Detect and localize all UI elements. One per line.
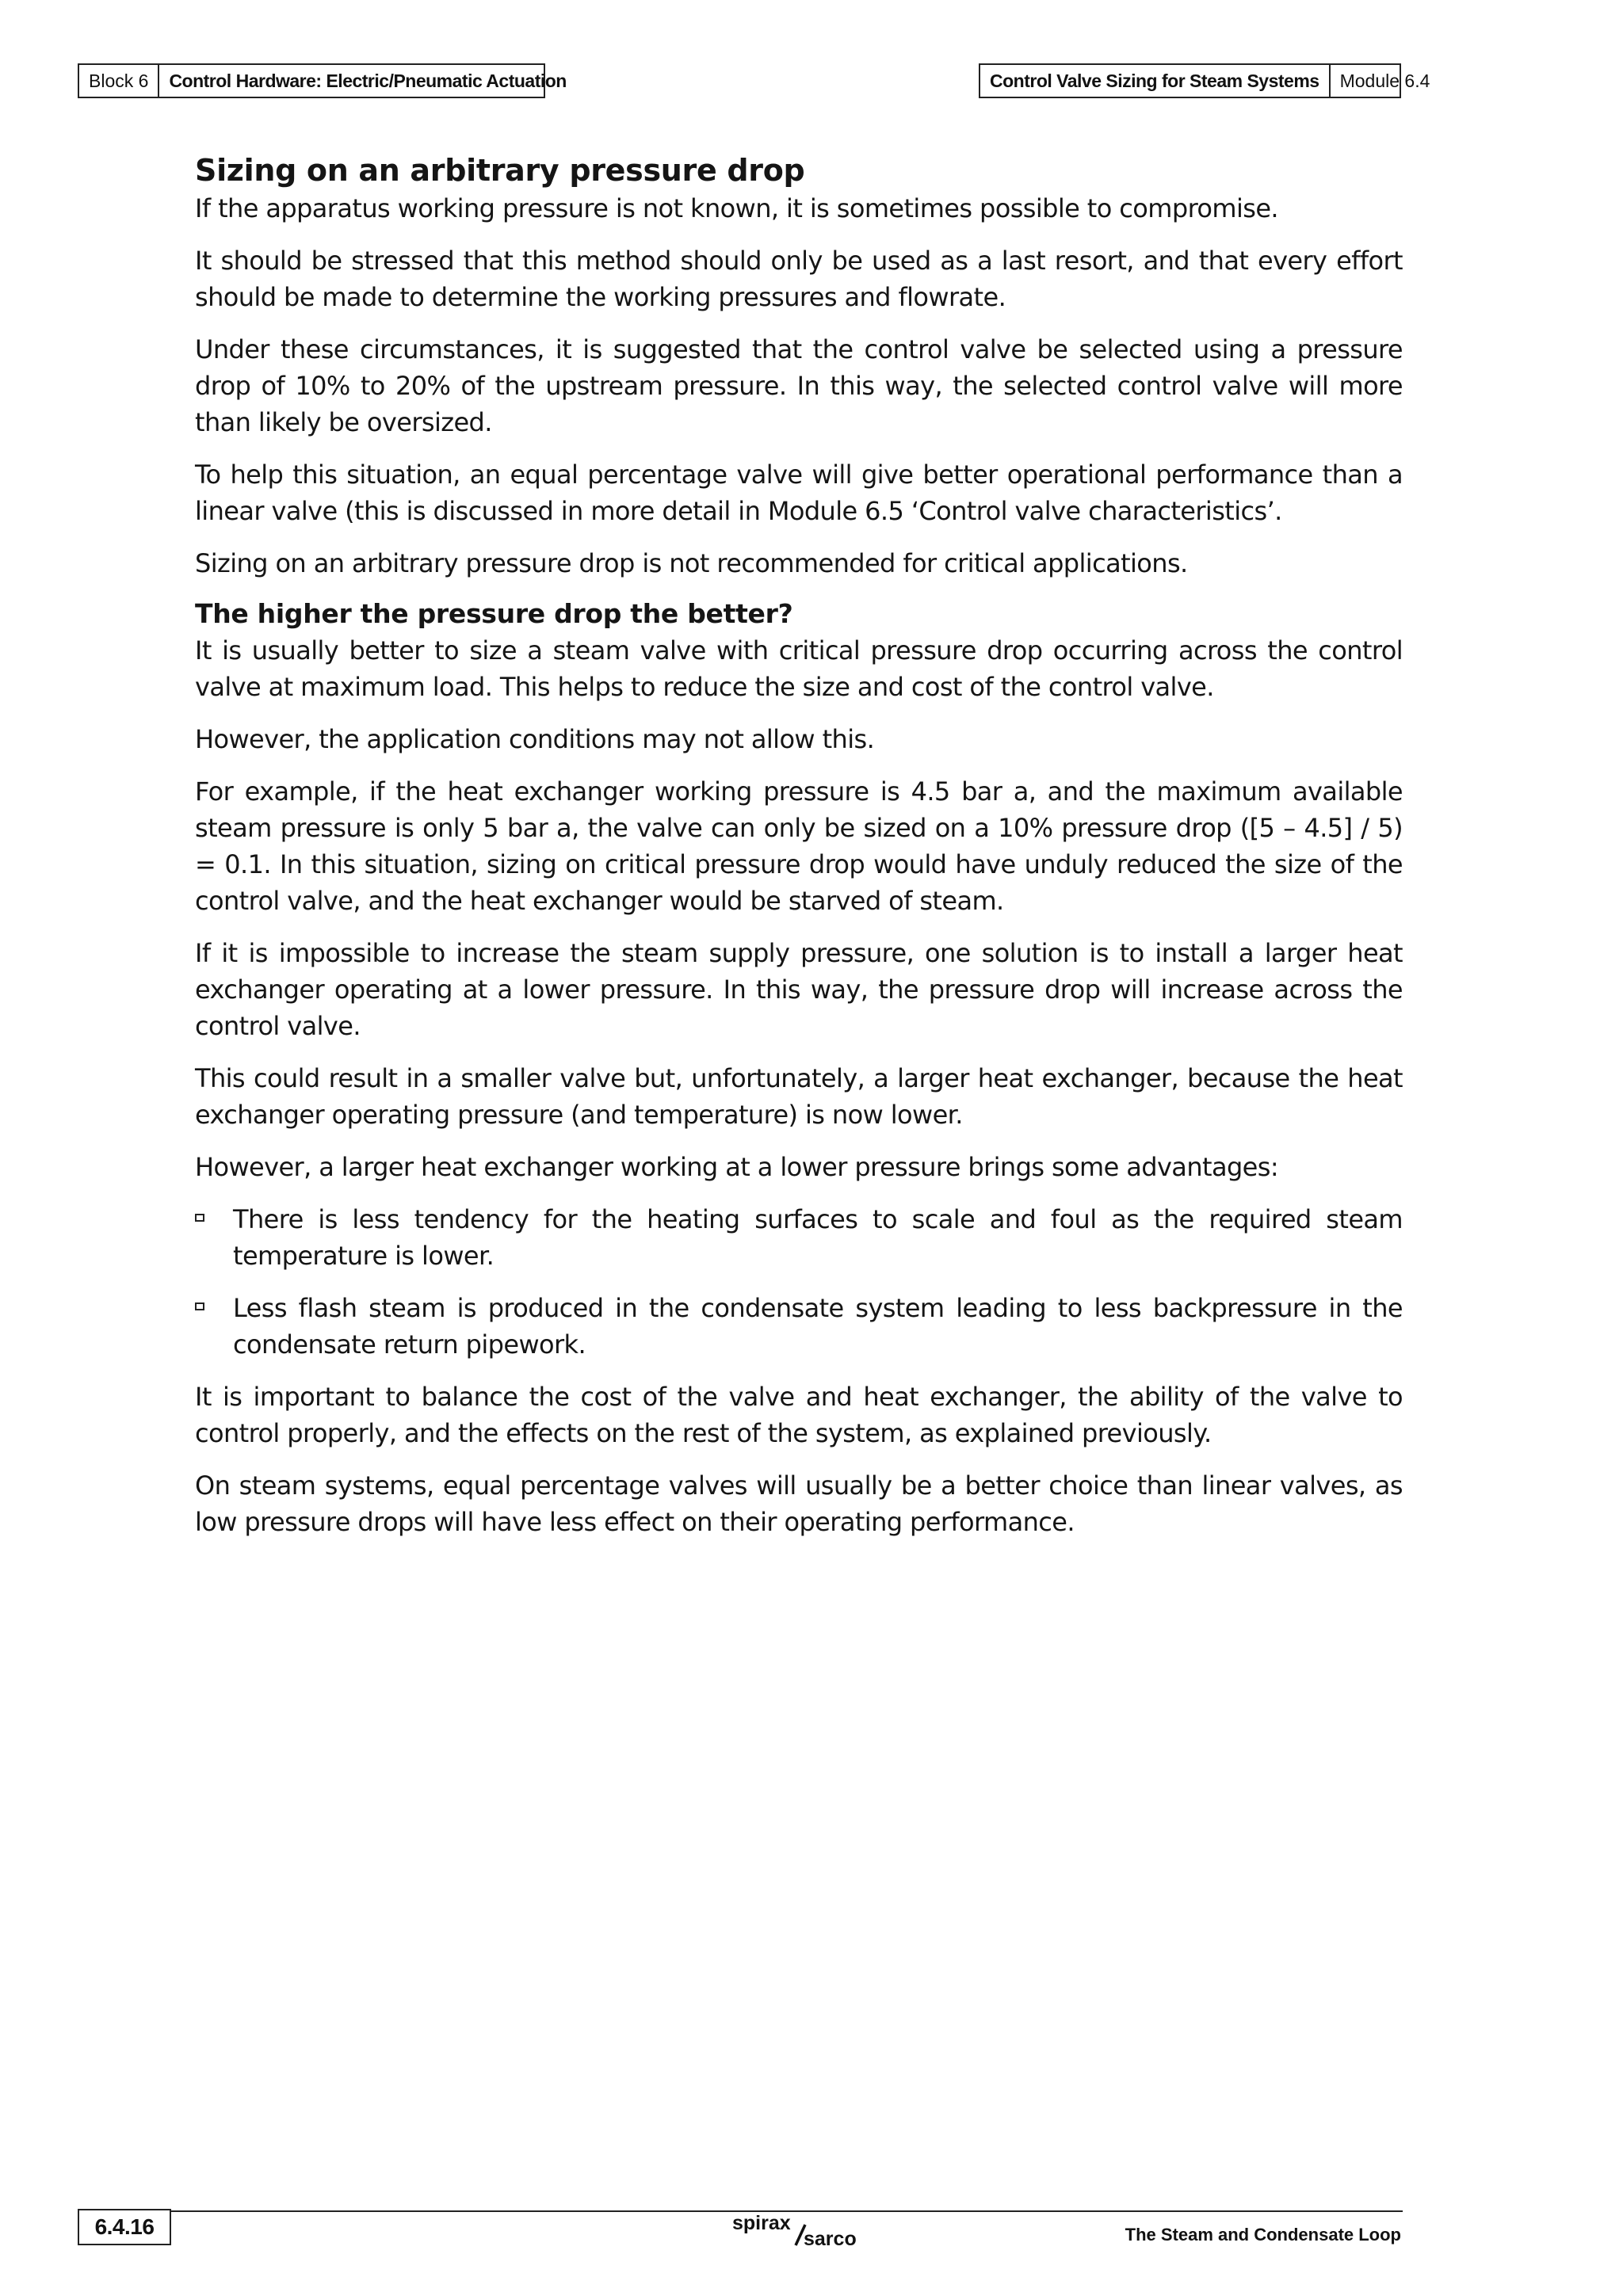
block-title: Control Hardware: Electric/Pneumatic Actuation <box>158 65 575 97</box>
paragraph: It is usually better to size a steam valve with critical pressure drop occurring across the control valve at maximum load. This helps to reduce the size and cost of the control valve. <box>195 635 1403 702</box>
block-label: Block 6 <box>89 71 149 91</box>
paragraph: If the apparatus working pressure is not known, it is sometimes possible to compromise. <box>195 193 1278 223</box>
list-item <box>195 1290 1403 1363</box>
paragraph: Sizing on an arbitrary pressure drop is not recommended for critical applications. <box>195 548 1188 578</box>
paragraph: This could result in a smaller valve but, unfortunately, a larger heat exchanger, because the heat exchanger operating pressure (and temperature) is now lower. <box>195 1063 1403 1130</box>
spirax-sarco-logo <box>729 2209 872 2256</box>
logo-text-top: spirax <box>732 2212 791 2234</box>
page-content <box>195 151 1403 1556</box>
square-bullet-icon <box>195 1214 204 1222</box>
paragraph: It should be stressed that this method should only be used as a last resort, and that every effort should be made to determine the working pressures and flowrate. <box>195 246 1403 312</box>
list-item-text: Less flash steam is produced in the condensate system leading to less backpressure in the condensate return pipework. <box>233 1293 1403 1360</box>
paragraph: It is important to balance the cost of the valve and heat exchanger, the ability of the valve to control properly, and the effects on the rest of the system, as explained previously. <box>195 1382 1403 1448</box>
list-item-text: There is less tendency for the heating surfaces to scale and foul as the required steam temperature is lower. <box>233 1204 1403 1271</box>
module-label: Module 6.4 <box>1329 65 1440 97</box>
section-heading-arbitrary-pressure-drop: Sizing on an arbitrary pressure drop <box>195 153 805 188</box>
book-title: The Steam and Condensate Loop <box>1125 2225 1401 2245</box>
header-block-box <box>78 63 567 98</box>
list-item <box>195 1201 1403 1274</box>
section-heading-higher-pressure-drop: The higher the pressure drop the better? <box>195 598 793 629</box>
module-title: Control Valve Sizing for Steam Systems <box>990 71 1319 91</box>
paragraph: For example, if the heat exchanger working pressure is 4.5 bar a, and the maximum available steam pressure is only 5 bar a, the valve can only be sized on a 10% pressure drop ([5 – 4.5] / 5) = 0.1. In this situation, sizing on critical pressure drop would have unduly reduced the size of the control valve, and the heat exchanger would be starved of steam. <box>195 776 1403 916</box>
logo-text-bottom: sarco <box>804 2228 857 2250</box>
header-module-box <box>979 63 1430 98</box>
paragraph: However, a larger heat exchanger working at a lower pressure brings some advantages: <box>195 1152 1279 1182</box>
square-bullet-icon <box>195 1302 204 1310</box>
paragraph: If it is impossible to increase the steam supply pressure, one solution is to install a larger heat exchanger operating at a lower pressure. In this way, the pressure drop will increase across the control valve. <box>195 938 1403 1041</box>
paragraph: To help this situation, an equal percentage valve will give better operational performance than a linear valve (this is discussed in more detail in Module 6.5 ‘Control valve characteristics’. <box>195 460 1403 526</box>
page-number: 6.4.16 <box>78 2209 171 2245</box>
paragraph: Under these circumstances, it is suggested that the control valve be selected using a pressure drop of 10% to 20% of the upstream pressure. In this way, the selected control valve will more than likely be oversized. <box>195 334 1403 437</box>
paragraph: However, the application conditions may not allow this. <box>195 724 875 754</box>
paragraph: On steam systems, equal percentage valves will usually be a better choice than linear valves, as low pressure drops will have less effect on their operating performance. <box>195 1470 1403 1537</box>
advantages-list <box>195 1201 1403 1363</box>
